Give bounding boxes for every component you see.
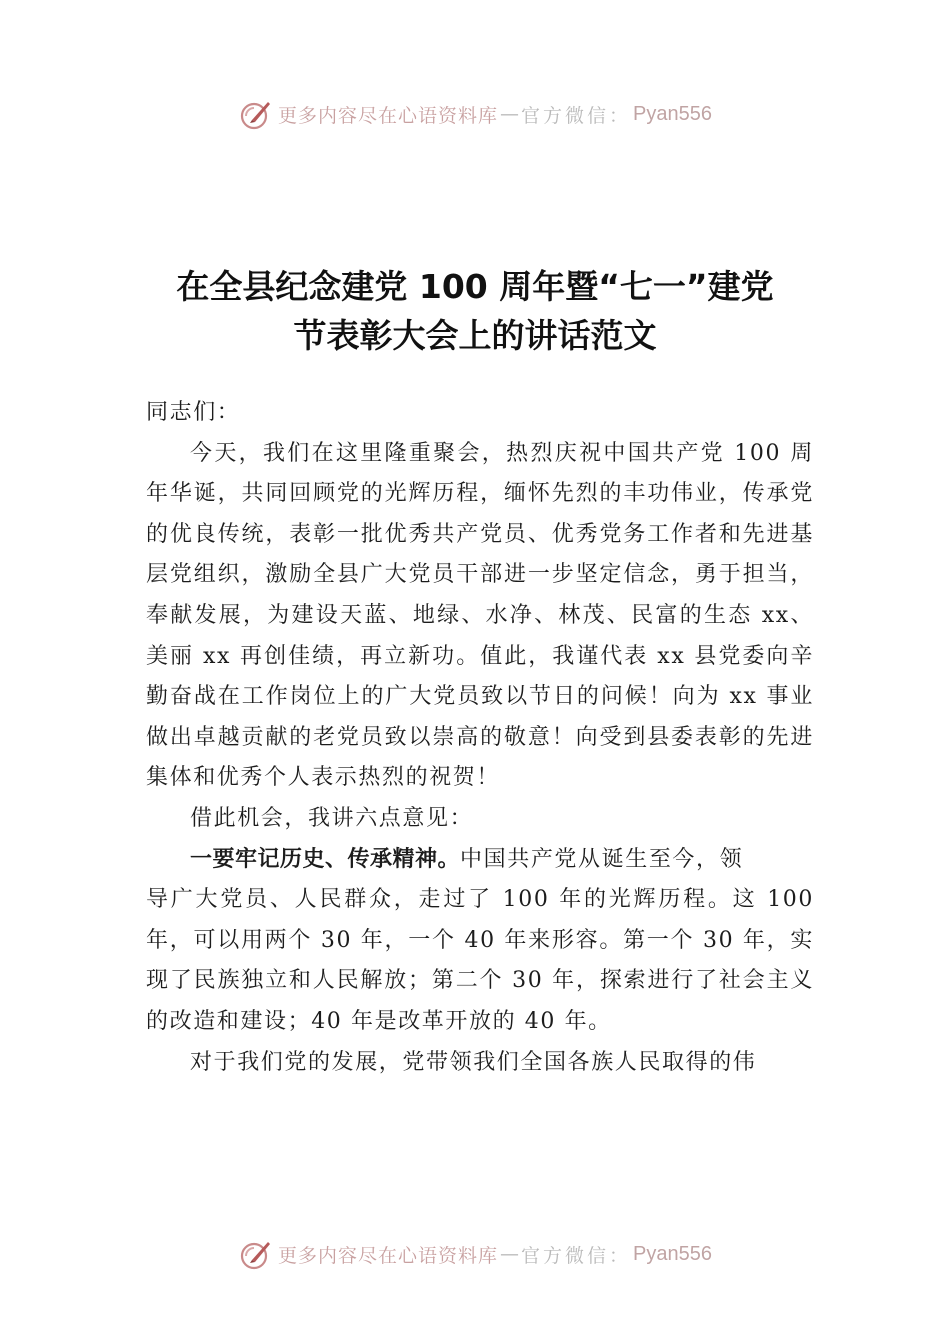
document-title	[100, 262, 850, 360]
banner-wechat-label: 官方微信：	[521, 1244, 632, 1267]
title-line-1: 在全县纪念建党 100 周年暨“七一”建党	[176, 267, 774, 306]
document-body	[146, 393, 814, 1083]
paragraph-4: 对于我们党的发展，党带领我们全国各族人民取得的伟	[190, 1049, 757, 1075]
quill-circle-icon	[238, 1236, 274, 1272]
title-line-2: 节表彰大会上的讲话范文	[293, 316, 657, 355]
banner-wechat-id: Pyan556	[633, 102, 712, 125]
paragraph-3-rest: 导广大党员、人民群众，走过了 100 年的光辉历程。这 100 年，可以用两个 30 年，一个 40 年来形容。第一个 30 年，实现了民族独立和人民解放；第二个 30 年，探索进行了社会主义的改造和建设；40 年是改革开放的 40 年。	[146, 887, 814, 1034]
footer-banner	[0, 1232, 950, 1276]
banner-wechat-id: Pyan556	[633, 1242, 712, 1265]
banner-separator: —	[500, 1243, 520, 1265]
paragraph-3-lead: 一要牢记历史、传承精神。	[190, 846, 461, 872]
banner-text: 更多内容尽在心语资料库	[278, 1244, 499, 1267]
paragraph-2: 借此机会，我讲六点意见：	[190, 805, 474, 831]
header-banner	[0, 92, 950, 136]
banner-wechat-label: 官方微信：	[521, 104, 632, 127]
banner-separator: —	[500, 103, 520, 125]
greeting: 同志们：	[146, 400, 241, 425]
banner-text: 更多内容尽在心语资料库	[278, 104, 499, 127]
paragraph-1: 今天，我们在这里隆重聚会，热烈庆祝中国共产党 100 周年华诞，共同回顾党的光辉历程，缅怀先烈的丰功伟业，传承党的优良传统，表彰一批优秀共产党员、优秀党务工作者和先进基层党组织，激励全县广大党员干部进一步坚定信念，勇于担当，奉献发展，为建设天蓝、地绿、水净、林茂、民富的生态 xx、美丽 xx 再创佳绩，再立新功。值此，我谨代表 xx 县党委向辛勤奋战在工作岗位上的广大党员致以节日的问候！向为 xx 事业做出卓越贡献的老党员致以崇高的敬意！向受到县委表彰的先进集体和优秀个人表示热烈的祝贺！	[146, 440, 814, 791]
paragraph-3-first-text: 中国共产党从诞生至今，领	[460, 846, 744, 872]
quill-circle-icon	[238, 96, 274, 132]
paragraph-3-first-line	[146, 840, 814, 881]
